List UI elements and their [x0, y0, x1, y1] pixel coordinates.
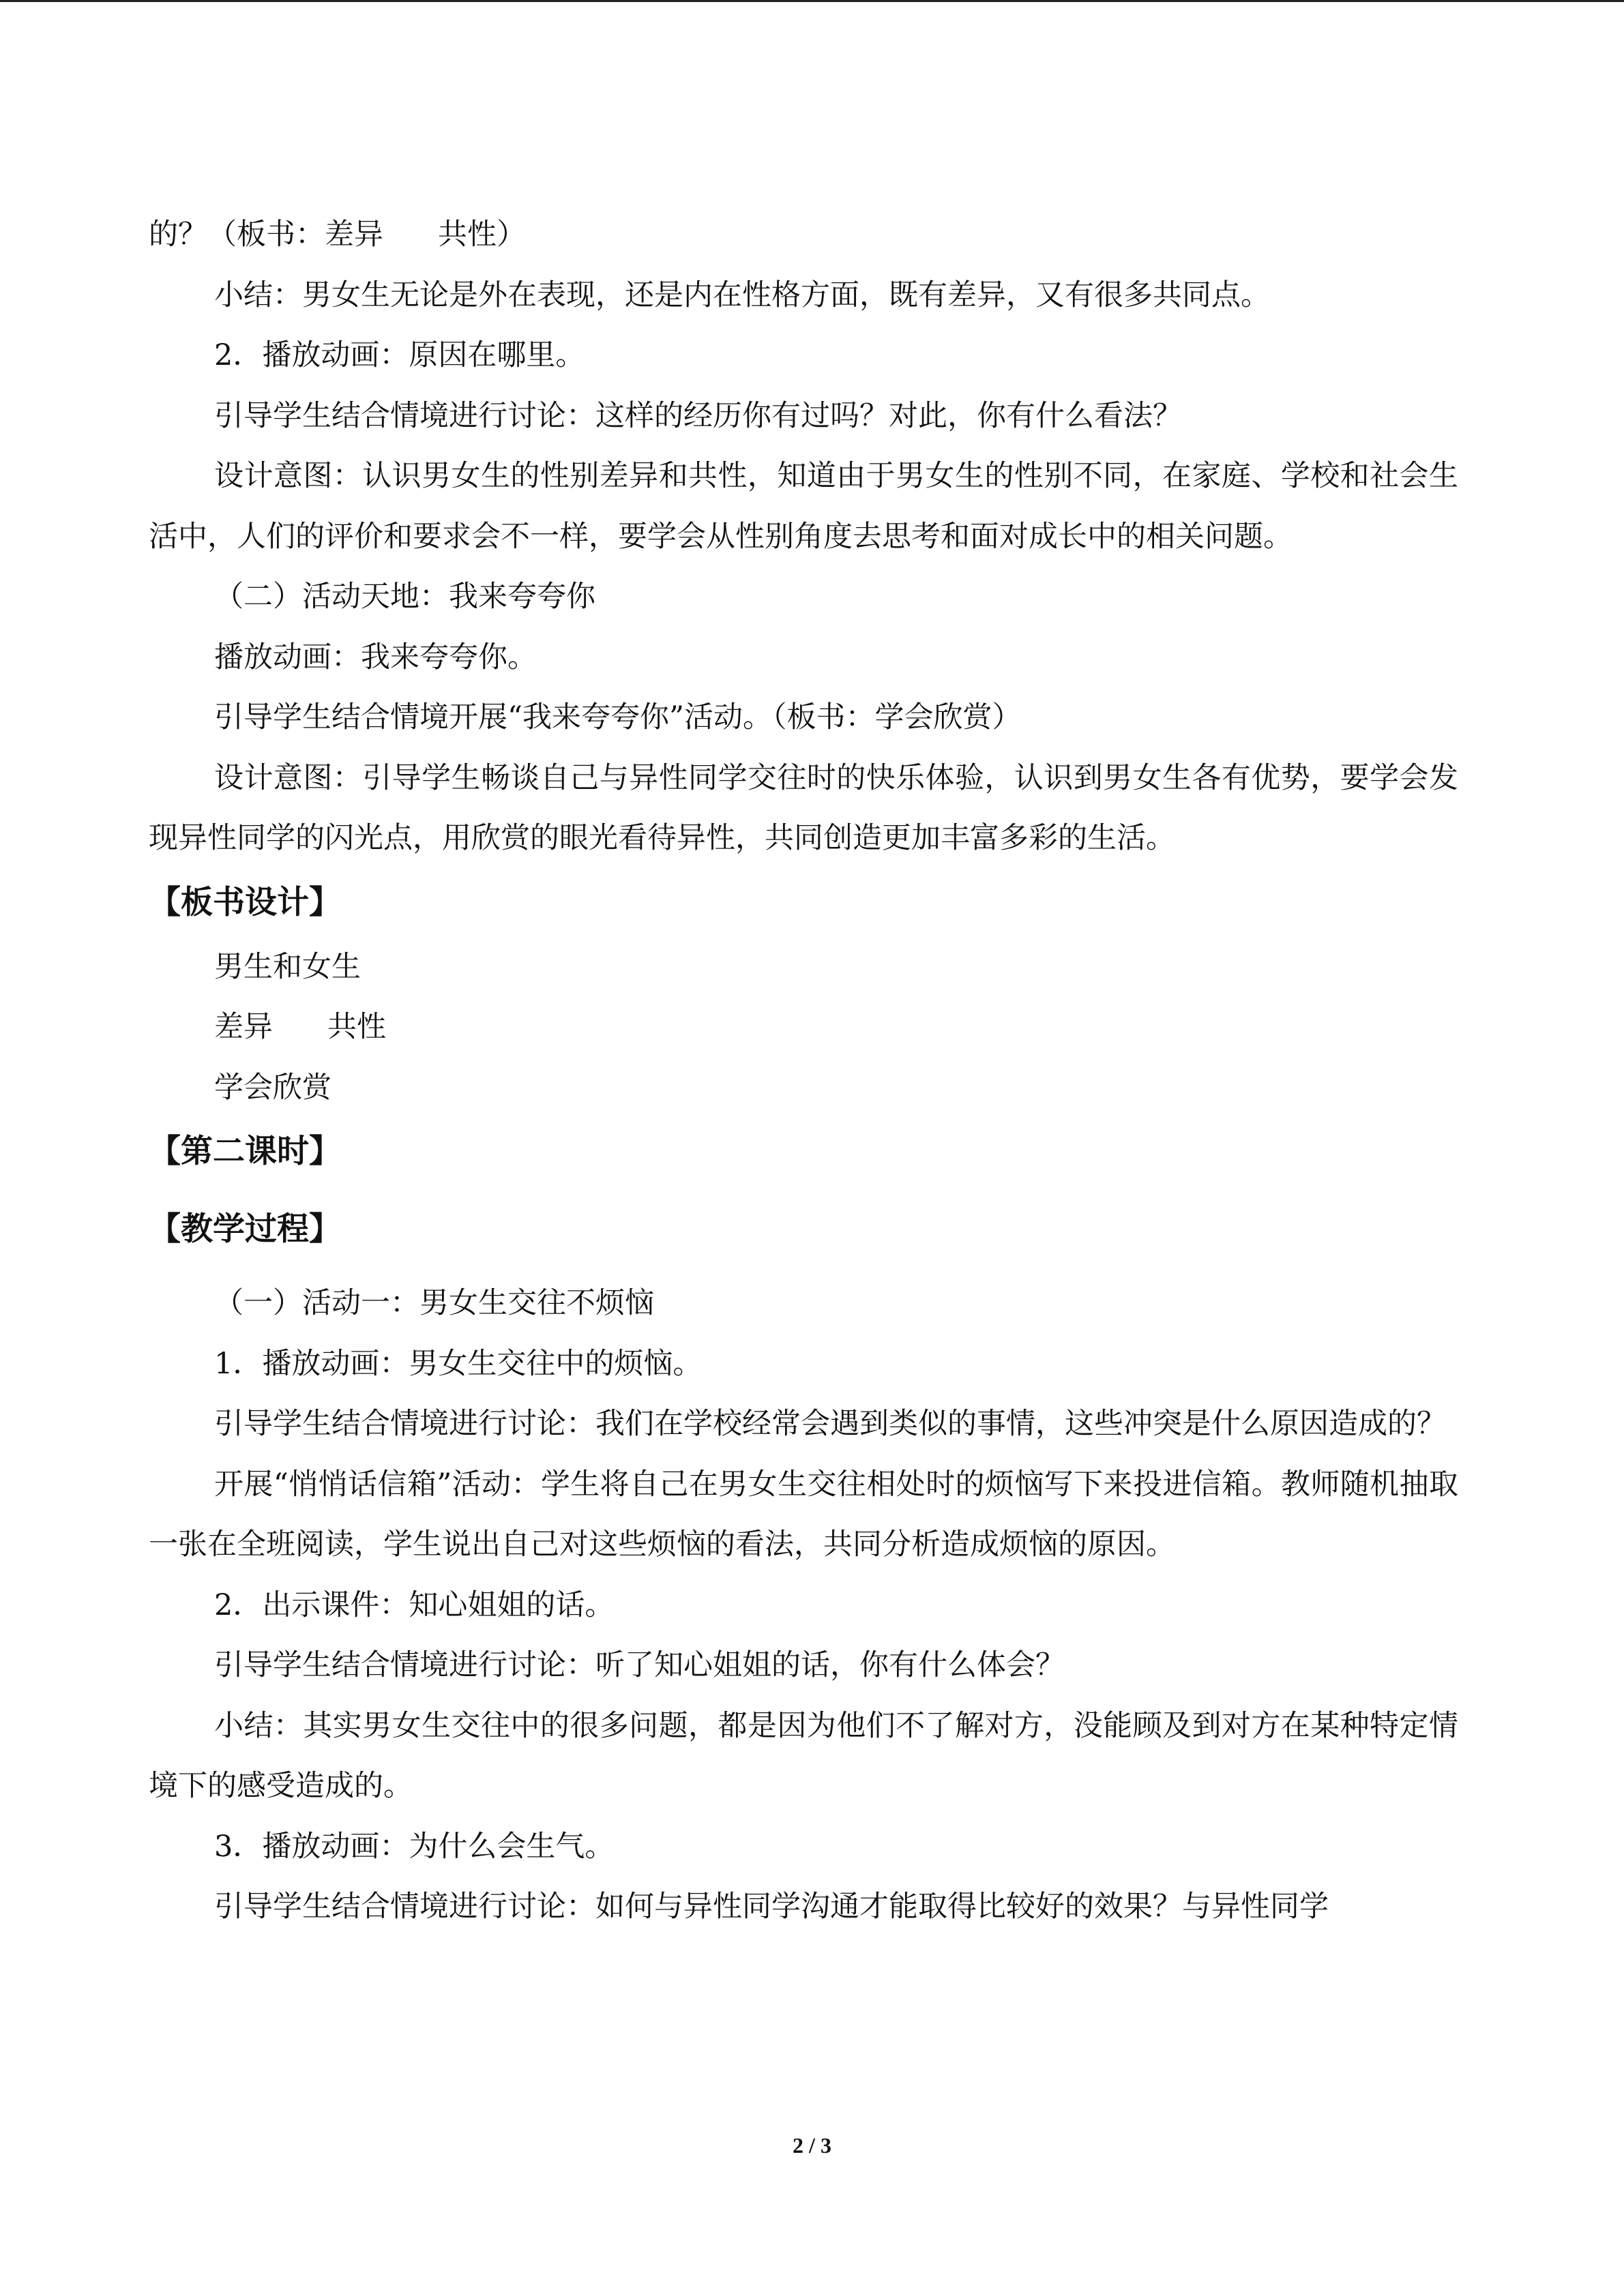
- paragraph-design-intent-1: 设计意图：认识男女生的性别差异和共性，知道由于男女生的性别不同，在家庭、学校和社会生活中，人们的评价和要求会不一样，要学会从性别角度去思考和面对成长中的相关问题。: [149, 459, 1458, 554]
- paragraph-discussion-2: 引导学生结合情境进行讨论：我们在学校经常会遇到类似的事情，这些冲突是什么原因造成的？: [214, 1407, 1446, 1441]
- board-keyword-commonality: 共性: [327, 1010, 386, 1044]
- paragraph-step-3: 3．播放动画：为什么会生气。: [214, 1829, 615, 1864]
- paragraph-design-intent-2: 设计意图：引导学生畅谈自己与异性同学交往时的快乐体验，认识到男女生各有优势，要学会发现异性同学的闪光点，用欣赏的眼光看待异性，共同创造更加丰富多彩的生活。: [149, 760, 1458, 855]
- page-number: 2 / 3: [793, 2133, 831, 2158]
- paragraph-mailbox-activity: 开展“悄悄话信箱”活动：学生将自己在男女生交往相处时的烦恼写下来投进信箱。教师随机抽取一张在全班阅读，学生说出自己对这些烦恼的看法，共同分析造成烦恼的原因。: [149, 1467, 1458, 1562]
- board-line-appreciate: 学会欣赏: [214, 1070, 331, 1105]
- page-top-border: [0, 0, 1624, 2]
- board-line-title: 男生和女生: [214, 949, 361, 984]
- teaching-process-heading: 【教学过程】: [149, 1210, 341, 1248]
- paragraph-discussion-1: 引导学生结合情境进行讨论：这样的经历你有过吗？对此，你有什么看法？: [214, 398, 1182, 433]
- text-segment: 共性）: [438, 218, 526, 252]
- paragraph-continuation: [149, 205, 1458, 265]
- paragraph-activity-1-title: （一）活动一：男女生交往不烦恼: [214, 1286, 654, 1320]
- board-keyword-difference: 差异: [214, 1010, 273, 1044]
- paragraph-step-2: 2．播放动画：原因在哪里。: [214, 338, 585, 372]
- paragraph-summary-2: 小结：其实男女生交往中的很多问题，都是因为他们不了解对方，没能顾及到对方在某种特定情境下的感受造成的。: [149, 1708, 1458, 1803]
- paragraph-activity-2-title: （二）活动天地：我来夸夸你: [214, 580, 595, 614]
- board-line-keywords: [149, 997, 1458, 1058]
- document-body: [149, 205, 1458, 1937]
- paragraph-discussion-4: 引导学生结合情境进行讨论：如何与异性同学沟通才能取得比较好的效果？与异性同学: [214, 1890, 1329, 1924]
- paragraph-praise-activity: 引导学生结合情境开展“我来夸夸你”活动。（板书：学会欣赏）: [214, 700, 1022, 734]
- second-lesson-heading: 【第二课时】: [149, 1133, 341, 1170]
- paragraph-play-animation: 播放动画：我来夸夸你。: [214, 640, 537, 674]
- paragraph-step-1: 1．播放动画：男女生交往中的烦恼。: [214, 1346, 703, 1381]
- paragraph-discussion-3: 引导学生结合情境进行讨论：听了知心姐姐的话，你有什么体会？: [214, 1648, 1065, 1682]
- board-design-heading: 【板书设计】: [149, 883, 341, 921]
- text-segment: 的？（板书：差异: [149, 218, 383, 252]
- paragraph-step-2b: 2．出示课件：知心姐姐的话。: [214, 1587, 615, 1622]
- paragraph-summary-1: 小结：男女生无论是外在表现，还是内在性格方面，既有差异，又有很多共同点。: [214, 278, 1270, 312]
